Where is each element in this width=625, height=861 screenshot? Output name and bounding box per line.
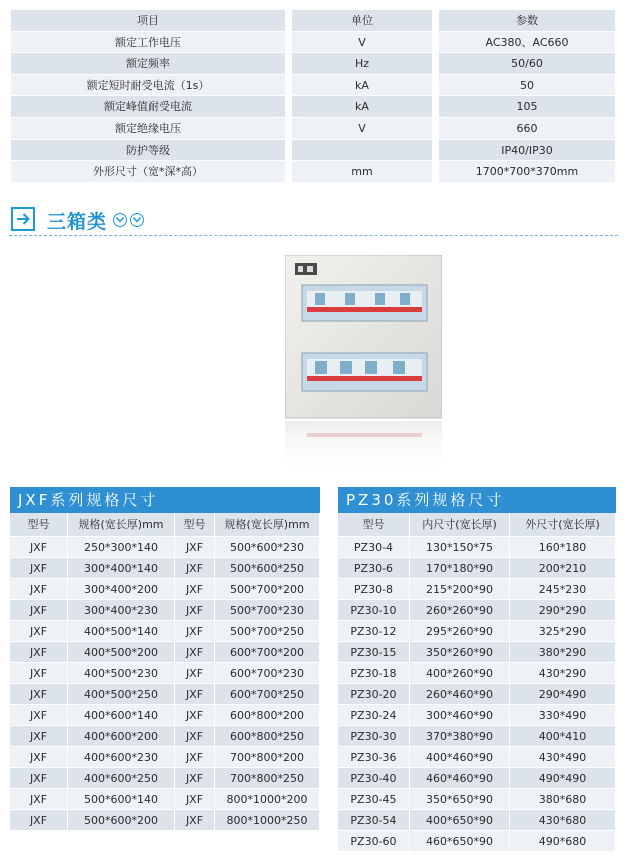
table-cell: 490*490 <box>510 768 616 789</box>
table-cell: JXF <box>10 621 68 642</box>
table-cell: JXF <box>175 684 215 705</box>
table-cell: JXF <box>175 579 215 600</box>
table-cell: 600*800*200 <box>215 705 320 726</box>
param-unit: V <box>292 32 432 54</box>
table-cell: 500*700*230 <box>215 600 320 621</box>
table-cell: 500*600*250 <box>215 558 320 579</box>
table-row <box>338 768 616 789</box>
table-row <box>10 768 320 789</box>
table-cell: 400*410 <box>510 726 616 747</box>
chevron-down-icon <box>113 213 127 227</box>
table-cell: 245*230 <box>510 579 616 600</box>
parameter-row <box>11 140 615 162</box>
header-item: 项目 <box>11 10 285 32</box>
table-cell: 400*600*250 <box>68 768 175 789</box>
table-cell: JXF <box>175 768 215 789</box>
table-cell: JXF <box>10 537 68 558</box>
table-cell: 500*700*250 <box>215 621 320 642</box>
table-cell: JXF <box>10 558 68 579</box>
table-cell: 490*680 <box>510 831 616 852</box>
table-cell: 430*490 <box>510 747 616 768</box>
table-row <box>338 621 616 642</box>
table-row <box>338 579 616 600</box>
table-cell: 430*680 <box>510 810 616 831</box>
table-cell: PZ30-54 <box>338 810 410 831</box>
table-cell: 700*800*250 <box>215 768 320 789</box>
pz30-spec-table <box>338 487 616 852</box>
table-cell: 170*180*90 <box>410 558 510 579</box>
table-cell: JXF <box>10 768 68 789</box>
column-header: 内尺寸(宽长厚) <box>410 513 510 537</box>
table-row <box>338 705 616 726</box>
table-cell: PZ30-15 <box>338 642 410 663</box>
table-cell: 350*650*90 <box>410 789 510 810</box>
table-cell: JXF <box>10 579 68 600</box>
table-cell: 290*490 <box>510 684 616 705</box>
parameter-table <box>11 10 615 183</box>
jxf-table-title: JXF系列规格尺寸 <box>10 487 320 513</box>
table-cell: 400*460*90 <box>410 747 510 768</box>
table-row <box>338 663 616 684</box>
table-cell: 200*210 <box>510 558 616 579</box>
table-cell: 800*1000*200 <box>215 789 320 810</box>
table-cell: 250*300*140 <box>68 537 175 558</box>
param-unit <box>292 140 432 162</box>
dashed-divider <box>9 235 618 236</box>
table-cell: 500*600*230 <box>215 537 320 558</box>
table-cell: 400*650*90 <box>410 810 510 831</box>
column-header: 外尺寸(宽长厚) <box>510 513 616 537</box>
table-cell: JXF <box>10 789 68 810</box>
pz30-table-title: PZ30系列规格尺寸 <box>338 487 616 513</box>
param-value: 50 <box>439 75 615 97</box>
table-cell: JXF <box>10 642 68 663</box>
table-cell: JXF <box>175 663 215 684</box>
jxf-spec-table <box>10 487 320 831</box>
table-row <box>338 600 616 621</box>
table-cell: 500*700*200 <box>215 579 320 600</box>
header-unit: 单位 <box>292 10 432 32</box>
table-cell: 300*400*140 <box>68 558 175 579</box>
table-cell: JXF <box>175 747 215 768</box>
table-row <box>10 663 320 684</box>
jxf-header-row <box>10 513 320 537</box>
parameter-row <box>11 53 615 75</box>
table-cell: PZ30-4 <box>338 537 410 558</box>
header-value: 参数 <box>439 10 615 32</box>
parameter-table-header <box>11 10 615 32</box>
table-row <box>10 747 320 768</box>
table-row <box>338 789 616 810</box>
table-cell: PZ30-6 <box>338 558 410 579</box>
table-cell: 430*290 <box>510 663 616 684</box>
table-cell: PZ30-40 <box>338 768 410 789</box>
table-row <box>10 579 320 600</box>
table-cell: 260*260*90 <box>410 600 510 621</box>
table-cell: PZ30-12 <box>338 621 410 642</box>
table-cell: JXF <box>175 642 215 663</box>
parameter-row <box>11 96 615 118</box>
table-cell: 500*600*140 <box>68 789 175 810</box>
parameter-row <box>11 75 615 97</box>
param-value: IP40/IP30 <box>439 140 615 162</box>
table-cell: 370*380*90 <box>410 726 510 747</box>
parameter-row <box>11 161 615 183</box>
table-row <box>338 642 616 663</box>
column-header: 规格(宽长厚)mm <box>215 513 320 537</box>
table-cell: JXF <box>175 600 215 621</box>
table-cell: JXF <box>10 684 68 705</box>
table-row <box>338 558 616 579</box>
table-cell: JXF <box>175 537 215 558</box>
table-cell: 295*260*90 <box>410 621 510 642</box>
table-row <box>338 810 616 831</box>
column-header: 规格(宽长厚)mm <box>68 513 175 537</box>
table-cell: 400*600*140 <box>68 705 175 726</box>
table-cell: 700*800*200 <box>215 747 320 768</box>
table-cell: JXF <box>175 621 215 642</box>
table-cell: 350*260*90 <box>410 642 510 663</box>
param-name: 额定短时耐受电流（1s） <box>11 75 285 97</box>
table-cell: 325*290 <box>510 621 616 642</box>
param-unit: mm <box>292 161 432 183</box>
table-cell: 130*150*75 <box>410 537 510 558</box>
table-cell: JXF <box>175 810 215 831</box>
param-name: 防护等级 <box>11 140 285 162</box>
table-cell: 300*400*200 <box>68 579 175 600</box>
table-cell: 290*290 <box>510 600 616 621</box>
table-cell: JXF <box>10 726 68 747</box>
table-cell: PZ30-60 <box>338 831 410 852</box>
table-cell: 260*460*90 <box>410 684 510 705</box>
table-cell: 460*460*90 <box>410 768 510 789</box>
param-unit: Hz <box>292 53 432 75</box>
param-value: 50/60 <box>439 53 615 75</box>
table-cell: PZ30-36 <box>338 747 410 768</box>
table-cell: JXF <box>175 789 215 810</box>
table-row <box>338 537 616 558</box>
section-title: 三箱类 <box>47 211 108 233</box>
table-cell: JXF <box>10 810 68 831</box>
table-cell: 380*290 <box>510 642 616 663</box>
table-row <box>10 621 320 642</box>
table-row <box>338 831 616 852</box>
table-cell: 160*180 <box>510 537 616 558</box>
table-cell: 800*1000*250 <box>215 810 320 831</box>
table-cell: JXF <box>175 726 215 747</box>
param-unit: kA <box>292 75 432 97</box>
param-value: 105 <box>439 96 615 118</box>
table-cell: JXF <box>10 747 68 768</box>
table-cell: 300*460*90 <box>410 705 510 726</box>
table-cell: JXF <box>175 705 215 726</box>
table-cell: 400*500*230 <box>68 663 175 684</box>
section-heading <box>9 203 618 239</box>
table-cell: PZ30-24 <box>338 705 410 726</box>
table-row <box>10 558 320 579</box>
param-name: 外形尺寸（宽*深*高） <box>11 161 285 183</box>
column-header: 型号 <box>175 513 215 537</box>
table-cell: PZ30-30 <box>338 726 410 747</box>
table-cell: 300*400*230 <box>68 600 175 621</box>
table-row <box>10 789 320 810</box>
param-name: 额定峰值耐受电流 <box>11 96 285 118</box>
table-cell: 400*260*90 <box>410 663 510 684</box>
table-cell: 400*500*140 <box>68 621 175 642</box>
param-name: 额定工作电压 <box>11 32 285 54</box>
table-cell: 380*680 <box>510 789 616 810</box>
table-cell: 400*500*200 <box>68 642 175 663</box>
table-cell: 460*650*90 <box>410 831 510 852</box>
pz30-header-row <box>338 513 616 537</box>
table-cell: PZ30-10 <box>338 600 410 621</box>
table-cell: JXF <box>175 558 215 579</box>
parameter-row <box>11 118 615 140</box>
param-value: 660 <box>439 118 615 140</box>
table-cell: 600*700*230 <box>215 663 320 684</box>
table-row <box>338 726 616 747</box>
table-cell: JXF <box>10 663 68 684</box>
table-row <box>10 684 320 705</box>
arrow-right-icon <box>11 207 35 231</box>
column-header: 型号 <box>338 513 410 537</box>
param-name: 额定频率 <box>11 53 285 75</box>
table-row <box>10 537 320 558</box>
param-value: 1700*700*370mm <box>439 161 615 183</box>
table-cell: JXF <box>10 705 68 726</box>
table-cell: 400*500*250 <box>68 684 175 705</box>
table-cell: 500*600*200 <box>68 810 175 831</box>
table-cell: 600*700*200 <box>215 642 320 663</box>
table-cell: 400*600*200 <box>68 726 175 747</box>
table-row <box>10 705 320 726</box>
param-name: 额定绝缘电压 <box>11 118 285 140</box>
table-cell: PZ30-45 <box>338 789 410 810</box>
table-cell: PZ30-18 <box>338 663 410 684</box>
table-cell: 400*600*230 <box>68 747 175 768</box>
parameter-row <box>11 32 615 54</box>
column-header: 型号 <box>10 513 68 537</box>
distribution-box-image <box>285 255 442 478</box>
table-cell: JXF <box>10 600 68 621</box>
table-cell: 600*800*250 <box>215 726 320 747</box>
table-row <box>10 726 320 747</box>
table-row <box>338 684 616 705</box>
table-row <box>10 642 320 663</box>
table-cell: 215*200*90 <box>410 579 510 600</box>
param-unit: V <box>292 118 432 140</box>
table-cell: PZ30-8 <box>338 579 410 600</box>
chevron-down-icon <box>130 213 144 227</box>
param-unit: kA <box>292 96 432 118</box>
table-cell: 330*490 <box>510 705 616 726</box>
table-row <box>10 600 320 621</box>
table-row <box>10 810 320 831</box>
table-cell: PZ30-20 <box>338 684 410 705</box>
table-cell: 600*700*250 <box>215 684 320 705</box>
table-row <box>338 747 616 768</box>
param-value: AC380、AC660 <box>439 32 615 54</box>
